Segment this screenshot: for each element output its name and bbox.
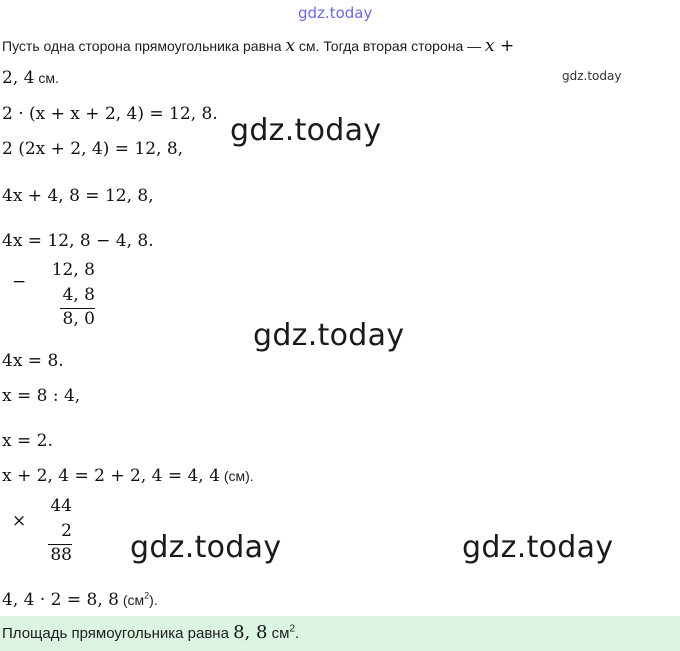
watermark-small: gdz.today xyxy=(562,69,622,83)
equation-8-unit: (см). xyxy=(219,468,254,484)
intro-line2-num: 2, 4 xyxy=(2,68,35,88)
answer-end: . xyxy=(295,625,300,642)
equation-9-sup: 2 xyxy=(144,590,150,601)
answer-unit: см xyxy=(267,625,290,642)
intro-text-2: см. Тогда вторая сторона — xyxy=(295,38,486,54)
subtraction-bottom: 4, 8 xyxy=(62,285,95,305)
equation-5: 4x = 8. xyxy=(2,351,64,371)
subtraction-result: 8, 0 xyxy=(62,309,95,329)
answer-line xyxy=(2,622,299,643)
intro-expr-end: x + xyxy=(485,36,515,56)
answer-banner xyxy=(0,616,680,651)
equation-9-math: 4, 4 · 2 = 8, 8 xyxy=(2,590,119,610)
answer-sup: 2 xyxy=(289,623,296,635)
equation-9 xyxy=(2,590,158,610)
equation-6: x = 8 : 4, xyxy=(2,386,81,406)
answer-value: 8, 8 xyxy=(233,622,268,643)
equation-8-math: x + 2, 4 = 2 + 2, 4 = 4, 4 xyxy=(2,466,220,486)
answer-text: Площадь прямоугольника равна xyxy=(2,625,234,642)
equation-4: 4x = 12, 8 − 4, 8. xyxy=(2,231,154,251)
intro-line-2 xyxy=(2,68,59,88)
watermark-large-4: gdz.today xyxy=(462,530,614,565)
intro-text-1: Пусть одна сторона прямоугольника равна xyxy=(2,38,286,54)
intro-var-x: x xyxy=(285,36,296,56)
intro-line2-unit: см. xyxy=(34,70,59,86)
multiplication-sign: × xyxy=(12,511,27,531)
subtraction-top: 12, 8 xyxy=(51,260,95,280)
watermark-large-2: gdz.today xyxy=(253,318,405,353)
equation-8 xyxy=(2,466,254,486)
equation-9-close: ). xyxy=(149,592,158,608)
intro-line-1 xyxy=(2,36,514,56)
watermark-large-3: gdz.today xyxy=(130,530,282,565)
equation-2: 2 (2x + 2, 4) = 12, 8, xyxy=(2,139,184,159)
equation-3: 4x + 4, 8 = 12, 8, xyxy=(2,186,154,206)
watermark-top: gdz.today xyxy=(298,4,373,22)
equation-9-unit: (см xyxy=(118,592,145,608)
watermark-large-1: gdz.today xyxy=(230,113,382,148)
multiplication-result: 88 xyxy=(50,545,72,565)
equation-1: 2 · (x + x + 2, 4) = 12, 8. xyxy=(2,104,218,124)
multiplication-bottom: 2 xyxy=(61,521,72,541)
subtraction-sign: − xyxy=(12,272,27,292)
multiplication-top: 44 xyxy=(50,496,72,516)
equation-7: x = 2. xyxy=(2,431,53,451)
